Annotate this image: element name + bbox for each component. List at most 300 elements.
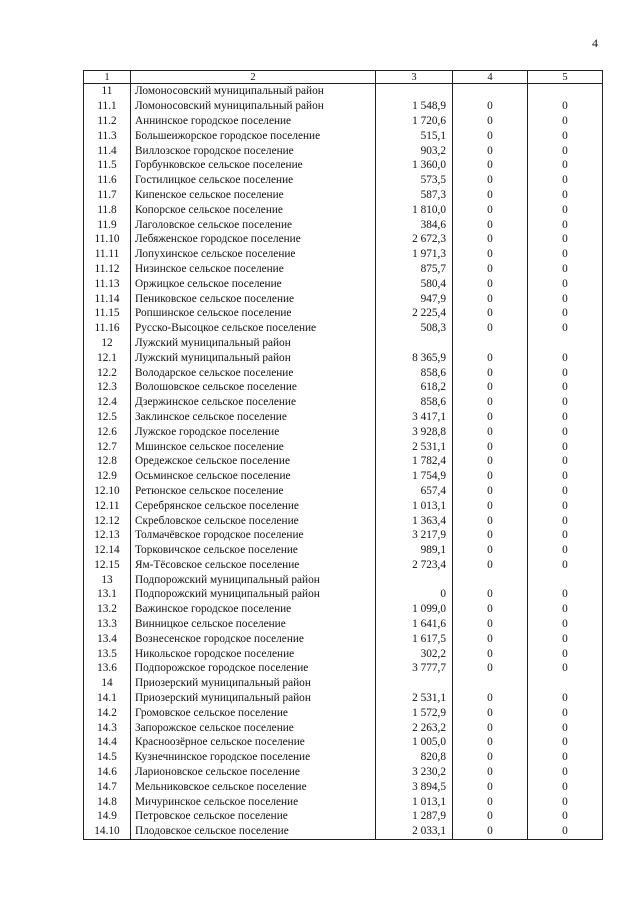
row-number: 14.5 [84, 750, 131, 765]
row-value: 580,4 [376, 276, 453, 291]
row-number: 14.9 [84, 809, 131, 824]
table-row [84, 735, 603, 750]
row-name: Приозерский муниципальный район [131, 676, 376, 691]
row-col5: 0 [528, 498, 603, 513]
row-number: 13.3 [84, 617, 131, 632]
row-value: 875,7 [376, 262, 453, 277]
row-value: 1 754,9 [376, 469, 453, 484]
row-col5: 0 [528, 306, 603, 321]
table-row [84, 410, 603, 425]
row-value: 2 033,1 [376, 824, 453, 839]
header-cell-3: 3 [376, 71, 453, 84]
row-name: Лужское городское поселение [131, 424, 376, 439]
row-number: 11.12 [84, 262, 131, 277]
row-name: Кузнечнинское городское поселение [131, 750, 376, 765]
row-col4 [453, 676, 528, 691]
row-name: Подпорожский муниципальный район [131, 572, 376, 587]
row-number: 14.2 [84, 705, 131, 720]
row-number: 11.5 [84, 158, 131, 173]
row-col4: 0 [453, 765, 528, 780]
row-value: 1 013,1 [376, 498, 453, 513]
row-value: 1 548,9 [376, 99, 453, 114]
row-value: 515,1 [376, 128, 453, 143]
row-col5: 0 [528, 691, 603, 706]
row-number: 11.15 [84, 306, 131, 321]
row-name: Громовское сельское поселение [131, 705, 376, 720]
table-row [84, 395, 603, 410]
row-value: 657,4 [376, 484, 453, 499]
row-name: Мичуринское сельское поселение [131, 794, 376, 809]
row-number: 12.14 [84, 543, 131, 558]
row-number: 12.12 [84, 513, 131, 528]
row-col5 [528, 336, 603, 351]
row-col4: 0 [453, 720, 528, 735]
row-number: 12.9 [84, 469, 131, 484]
row-value: 384,6 [376, 217, 453, 232]
row-col4: 0 [453, 158, 528, 173]
row-col5: 0 [528, 809, 603, 824]
row-name: Большеижорское городское поселение [131, 128, 376, 143]
row-number: 12.8 [84, 454, 131, 469]
row-value: 3 217,9 [376, 528, 453, 543]
table-row [84, 691, 603, 706]
row-col5: 0 [528, 158, 603, 173]
row-col5: 0 [528, 587, 603, 602]
header-cell-5: 5 [528, 71, 603, 84]
row-col4: 0 [453, 188, 528, 203]
row-name: Кипенское сельское поселение [131, 188, 376, 203]
row-value: 2 723,4 [376, 558, 453, 573]
row-number: 14.4 [84, 735, 131, 750]
table-row [84, 676, 603, 691]
row-name: Ретюнское сельское поселение [131, 484, 376, 499]
row-col5: 0 [528, 765, 603, 780]
row-col4: 0 [453, 424, 528, 439]
table-row [84, 617, 603, 632]
row-value: 3 417,1 [376, 410, 453, 425]
row-col5: 0 [528, 217, 603, 232]
row-value: 820,8 [376, 750, 453, 765]
row-value: 3 928,8 [376, 424, 453, 439]
row-value: 2 672,3 [376, 232, 453, 247]
row-value: 508,3 [376, 321, 453, 336]
row-number: 14.1 [84, 691, 131, 706]
table-row [84, 794, 603, 809]
row-name: Важинское городское поселение [131, 602, 376, 617]
table-row [84, 646, 603, 661]
row-col4: 0 [453, 454, 528, 469]
budget-table [83, 70, 603, 840]
row-value: 8 365,9 [376, 350, 453, 365]
table-row [84, 469, 603, 484]
row-value: 618,2 [376, 380, 453, 395]
row-name: Плодовское сельское поселение [131, 824, 376, 839]
row-col5: 0 [528, 631, 603, 646]
row-value: 989,1 [376, 543, 453, 558]
row-name: Лужский муниципальный район [131, 350, 376, 365]
row-value: 2 531,1 [376, 439, 453, 454]
row-col5: 0 [528, 380, 603, 395]
row-col4: 0 [453, 513, 528, 528]
row-col5: 0 [528, 617, 603, 632]
row-col4: 0 [453, 128, 528, 143]
row-name: Петровское сельское поселение [131, 809, 376, 824]
row-name: Запорожское сельское поселение [131, 720, 376, 735]
row-name: Оредежское сельское поселение [131, 454, 376, 469]
row-number: 11.13 [84, 276, 131, 291]
row-name: Серебрянское сельское поселение [131, 498, 376, 513]
row-value: 858,6 [376, 395, 453, 410]
row-col4: 0 [453, 99, 528, 114]
row-number: 12.15 [84, 558, 131, 573]
row-col5: 0 [528, 247, 603, 262]
table-row [84, 824, 603, 839]
table-row [84, 661, 603, 676]
row-col4 [453, 84, 528, 99]
row-name: Винницкое сельское поселение [131, 617, 376, 632]
row-value: 1 782,4 [376, 454, 453, 469]
row-col5: 0 [528, 439, 603, 454]
table-row [84, 750, 603, 765]
row-number: 14.7 [84, 779, 131, 794]
table-row [84, 128, 603, 143]
row-col5: 0 [528, 276, 603, 291]
row-name: Толмачёвское городское поселение [131, 528, 376, 543]
row-col4 [453, 572, 528, 587]
table-row [84, 365, 603, 380]
table-row [84, 114, 603, 129]
row-col4: 0 [453, 735, 528, 750]
row-name: Красноозёрное сельское поселение [131, 735, 376, 750]
row-name: Гостилицкое сельское поселение [131, 173, 376, 188]
row-col5: 0 [528, 188, 603, 203]
row-col4: 0 [453, 809, 528, 824]
row-name: Пениковское сельское поселение [131, 291, 376, 306]
row-col4: 0 [453, 750, 528, 765]
table-row [84, 572, 603, 587]
row-name: Ям-Тёсовское сельское поселение [131, 558, 376, 573]
table-row [84, 306, 603, 321]
row-col5: 0 [528, 705, 603, 720]
row-number: 14.6 [84, 765, 131, 780]
table-row [84, 232, 603, 247]
row-col4: 0 [453, 380, 528, 395]
row-col4: 0 [453, 217, 528, 232]
table-row [84, 188, 603, 203]
row-value: 1 971,3 [376, 247, 453, 262]
row-value: 903,2 [376, 143, 453, 158]
row-name: Оржицкое сельское поселение [131, 276, 376, 291]
row-col4: 0 [453, 395, 528, 410]
table-row [84, 454, 603, 469]
row-col5: 0 [528, 128, 603, 143]
row-value: 3 230,2 [376, 765, 453, 780]
row-name: Осьминское сельское поселение [131, 469, 376, 484]
row-name: Скребловское сельское поселение [131, 513, 376, 528]
row-name: Мельниковское сельское поселение [131, 779, 376, 794]
row-value: 1 099,0 [376, 602, 453, 617]
row-name: Низинское сельское поселение [131, 262, 376, 277]
row-col5: 0 [528, 824, 603, 839]
row-col5: 0 [528, 424, 603, 439]
row-name: Ларионовское сельское поселение [131, 765, 376, 780]
row-col4: 0 [453, 543, 528, 558]
row-value: 1 005,0 [376, 735, 453, 750]
row-col4: 0 [453, 661, 528, 676]
row-number: 11.2 [84, 114, 131, 129]
row-name: Заклинское сельское поселение [131, 410, 376, 425]
row-col4: 0 [453, 602, 528, 617]
row-value: 587,3 [376, 188, 453, 203]
table-row [84, 809, 603, 824]
row-name: Володарское сельское поселение [131, 365, 376, 380]
row-name: Ропшинское сельское поселение [131, 306, 376, 321]
table-row [84, 247, 603, 262]
row-value: 1 641,6 [376, 617, 453, 632]
row-number: 11.4 [84, 143, 131, 158]
row-col4: 0 [453, 705, 528, 720]
row-name: Торковичское сельское поселение [131, 543, 376, 558]
table-row [84, 779, 603, 794]
table-row [84, 143, 603, 158]
table-row [84, 602, 603, 617]
table-row [84, 424, 603, 439]
row-value: 3 777,7 [376, 661, 453, 676]
row-col4: 0 [453, 691, 528, 706]
row-number: 11.6 [84, 173, 131, 188]
row-name: Ломоносовский муниципальный район [131, 99, 376, 114]
table-row [84, 439, 603, 454]
row-col5: 0 [528, 143, 603, 158]
table-row [84, 543, 603, 558]
row-number: 13.2 [84, 602, 131, 617]
row-name: Дзержинское сельское поселение [131, 395, 376, 410]
row-number: 11.9 [84, 217, 131, 232]
table-row [84, 158, 603, 173]
row-name: Ломоносовский муниципальный район [131, 84, 376, 99]
row-value: 2 531,1 [376, 691, 453, 706]
row-number: 11.7 [84, 188, 131, 203]
row-col5: 0 [528, 469, 603, 484]
row-col5: 0 [528, 232, 603, 247]
row-col4: 0 [453, 173, 528, 188]
table-row [84, 631, 603, 646]
row-value [376, 676, 453, 691]
row-value [376, 572, 453, 587]
table-row [84, 528, 603, 543]
row-name: Подпорожское городское поселение [131, 661, 376, 676]
row-col4: 0 [453, 779, 528, 794]
row-number: 12.7 [84, 439, 131, 454]
row-col5 [528, 84, 603, 99]
row-col5: 0 [528, 202, 603, 217]
row-col5: 0 [528, 365, 603, 380]
row-col5: 0 [528, 173, 603, 188]
table-row [84, 513, 603, 528]
row-number: 14 [84, 676, 131, 691]
row-value: 2 225,4 [376, 306, 453, 321]
row-name: Лужский муниципальный район [131, 336, 376, 351]
row-number: 11.8 [84, 202, 131, 217]
row-number: 13.1 [84, 587, 131, 602]
row-col5: 0 [528, 454, 603, 469]
table-row [84, 291, 603, 306]
row-number: 11.11 [84, 247, 131, 262]
row-number: 12.10 [84, 484, 131, 499]
row-col4: 0 [453, 262, 528, 277]
table-row [84, 765, 603, 780]
table-row [84, 276, 603, 291]
row-col5: 0 [528, 321, 603, 336]
row-name: Мшинское сельское поселение [131, 439, 376, 454]
page-number: 4 [592, 36, 598, 50]
table-row [84, 558, 603, 573]
row-value: 2 263,2 [376, 720, 453, 735]
table-row [84, 173, 603, 188]
row-value: 858,6 [376, 365, 453, 380]
row-value: 573,5 [376, 173, 453, 188]
row-name: Виллозское городское поселение [131, 143, 376, 158]
row-value: 1 810,0 [376, 202, 453, 217]
row-col4: 0 [453, 306, 528, 321]
row-value: 947,9 [376, 291, 453, 306]
row-col4: 0 [453, 484, 528, 499]
row-number: 14.10 [84, 824, 131, 839]
row-value: 1 287,9 [376, 809, 453, 824]
row-col4: 0 [453, 291, 528, 306]
row-number: 12.13 [84, 528, 131, 543]
table-row [84, 484, 603, 499]
row-col5: 0 [528, 661, 603, 676]
row-col4: 0 [453, 276, 528, 291]
row-number: 11.1 [84, 99, 131, 114]
row-number: 12 [84, 336, 131, 351]
row-number: 11.10 [84, 232, 131, 247]
table-row [84, 380, 603, 395]
row-number: 14.8 [84, 794, 131, 809]
row-name: Русско-Высоцкое сельское поселение [131, 321, 376, 336]
row-number: 12.4 [84, 395, 131, 410]
row-col5: 0 [528, 350, 603, 365]
row-col4: 0 [453, 365, 528, 380]
table-row [84, 99, 603, 114]
row-col4: 0 [453, 558, 528, 573]
row-col4: 0 [453, 350, 528, 365]
row-col5: 0 [528, 291, 603, 306]
row-name: Никольское городское поселение [131, 646, 376, 661]
row-col5: 0 [528, 262, 603, 277]
row-col4: 0 [453, 143, 528, 158]
table-row [84, 720, 603, 735]
row-col4: 0 [453, 202, 528, 217]
table-row [84, 336, 603, 351]
row-col4: 0 [453, 587, 528, 602]
row-number: 13.4 [84, 631, 131, 646]
row-col5: 0 [528, 558, 603, 573]
row-number: 11 [84, 84, 131, 99]
table-row [84, 84, 603, 99]
row-col5: 0 [528, 602, 603, 617]
row-value: 1 013,1 [376, 794, 453, 809]
row-name: Копорское сельское поселение [131, 202, 376, 217]
row-col5: 0 [528, 735, 603, 750]
table-row [84, 262, 603, 277]
row-col5: 0 [528, 779, 603, 794]
row-col4: 0 [453, 498, 528, 513]
header-cell-1: 1 [84, 71, 131, 84]
header-row [84, 71, 603, 84]
row-number: 13.6 [84, 661, 131, 676]
row-col5: 0 [528, 513, 603, 528]
row-value: 3 894,5 [376, 779, 453, 794]
row-name: Лаголовское сельское поселение [131, 217, 376, 232]
row-value: 1 360,0 [376, 158, 453, 173]
row-col4: 0 [453, 646, 528, 661]
row-col5: 0 [528, 750, 603, 765]
row-col4: 0 [453, 631, 528, 646]
row-value: 302,2 [376, 646, 453, 661]
row-name: Приозерский муниципальный район [131, 691, 376, 706]
row-col5: 0 [528, 794, 603, 809]
row-col4: 0 [453, 114, 528, 129]
row-value: 0 [376, 587, 453, 602]
row-col4: 0 [453, 617, 528, 632]
row-col4: 0 [453, 824, 528, 839]
row-number: 12.2 [84, 365, 131, 380]
row-col4: 0 [453, 528, 528, 543]
row-col5: 0 [528, 543, 603, 558]
row-number: 12.1 [84, 350, 131, 365]
table-row [84, 498, 603, 513]
table-row [84, 350, 603, 365]
row-number: 12.5 [84, 410, 131, 425]
row-col5: 0 [528, 395, 603, 410]
table-row [84, 217, 603, 232]
row-col4: 0 [453, 439, 528, 454]
table-row [84, 587, 603, 602]
row-col4: 0 [453, 321, 528, 336]
row-name: Волошовское сельское поселение [131, 380, 376, 395]
header-cell-2: 2 [131, 71, 376, 84]
row-col5: 0 [528, 528, 603, 543]
table-row [84, 705, 603, 720]
row-value [376, 336, 453, 351]
row-col4: 0 [453, 232, 528, 247]
row-value [376, 84, 453, 99]
table-body [84, 71, 603, 840]
row-value: 1 363,4 [376, 513, 453, 528]
row-value: 1 617,5 [376, 631, 453, 646]
row-col5 [528, 676, 603, 691]
row-col5: 0 [528, 720, 603, 735]
row-col5: 0 [528, 484, 603, 499]
row-number: 11.14 [84, 291, 131, 306]
row-number: 11.16 [84, 321, 131, 336]
row-name: Подпорожский муниципальный район [131, 587, 376, 602]
row-col5 [528, 572, 603, 587]
row-name: Горбунковское сельское поселение [131, 158, 376, 173]
row-number: 13 [84, 572, 131, 587]
row-col4: 0 [453, 410, 528, 425]
row-col4: 0 [453, 794, 528, 809]
row-value: 1 572,9 [376, 705, 453, 720]
row-number: 14.3 [84, 720, 131, 735]
table-row [84, 202, 603, 217]
row-col5: 0 [528, 646, 603, 661]
header-cell-4: 4 [453, 71, 528, 84]
row-number: 11.3 [84, 128, 131, 143]
row-name: Вознесенское городское поселение [131, 631, 376, 646]
